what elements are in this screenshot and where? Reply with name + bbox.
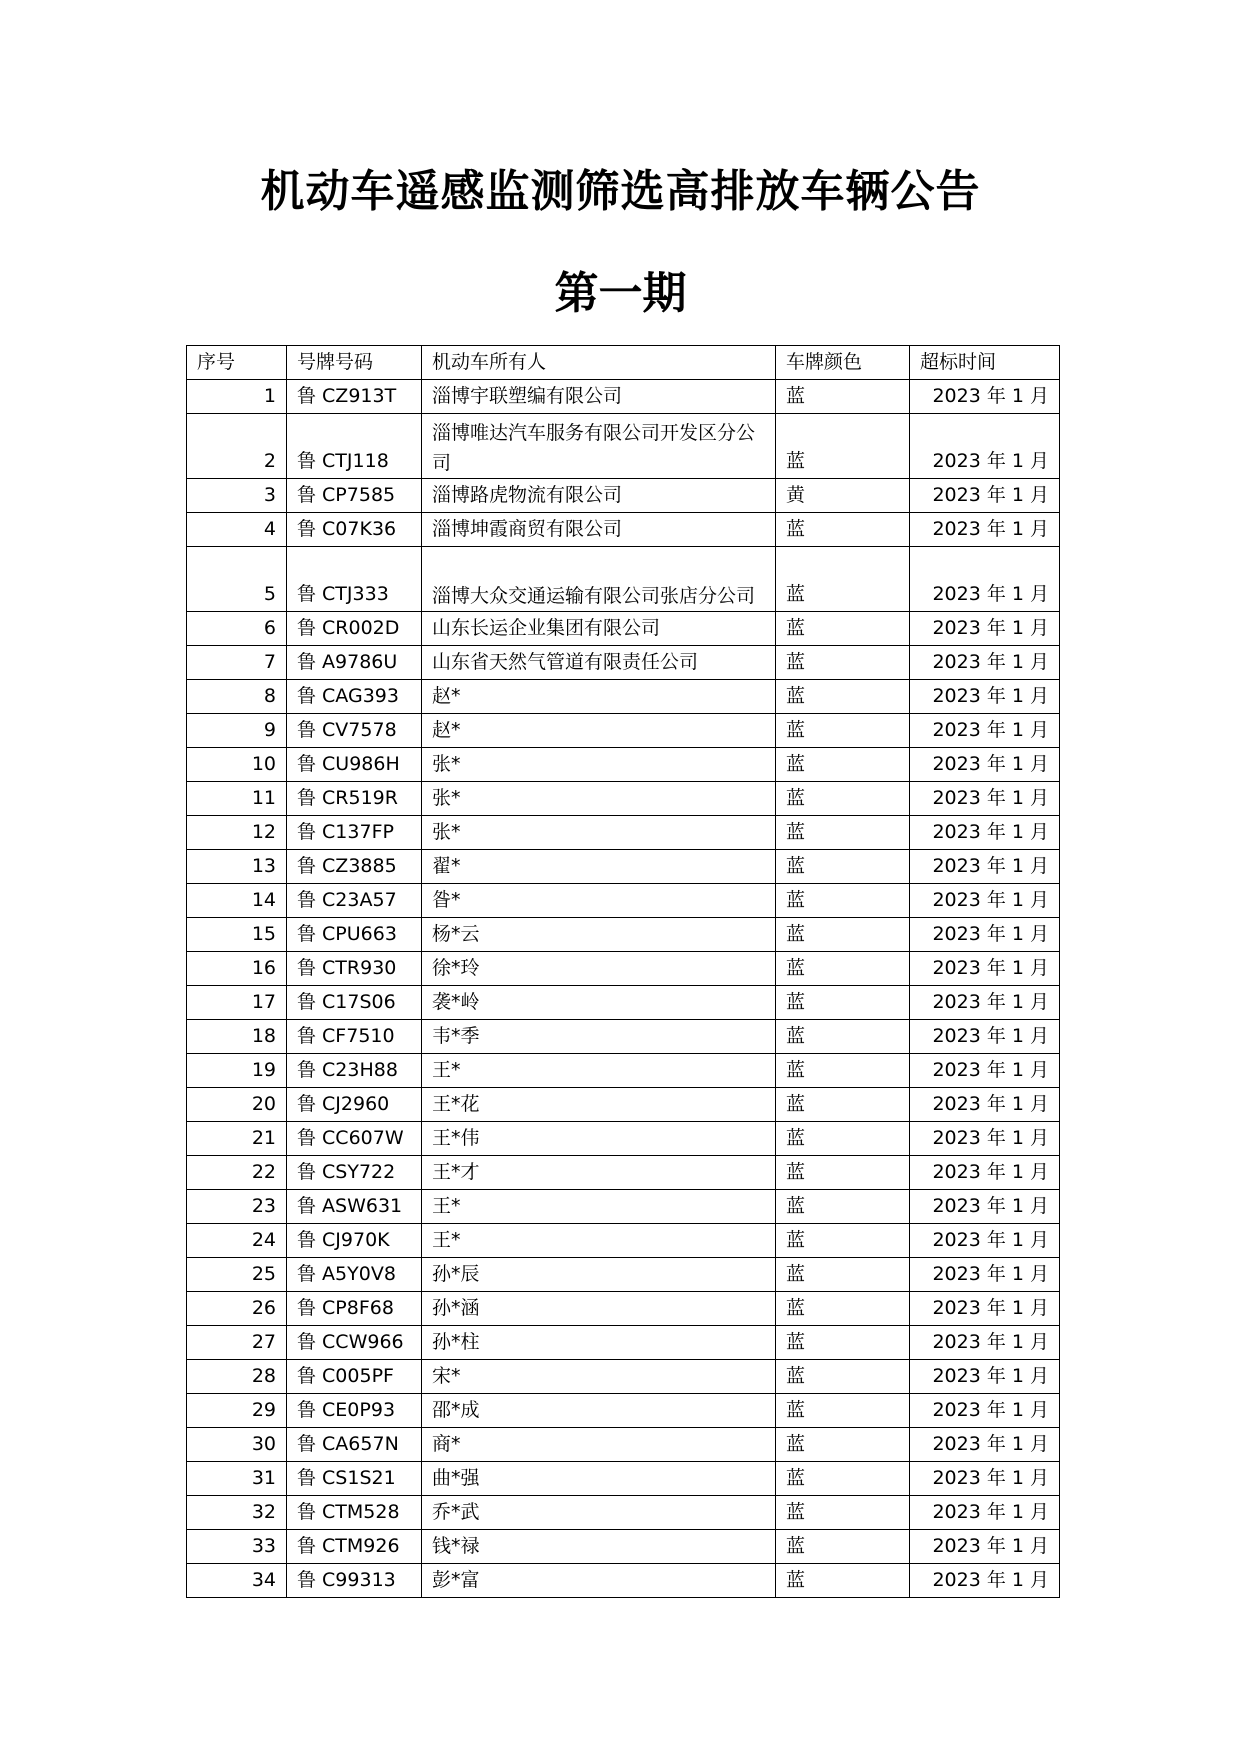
plate-number: 鲁 CA657N <box>287 1428 422 1462</box>
plate-number: 鲁 CU986H <box>287 748 422 782</box>
plate-color: 蓝 <box>776 1496 910 1530</box>
owner-name: 杨*云 <box>422 918 776 952</box>
row-index: 22 <box>187 1156 287 1190</box>
table-row <box>187 380 1060 414</box>
table-row <box>187 414 1060 479</box>
plate-color: 蓝 <box>776 1054 910 1088</box>
plate-number: 鲁 CS1S21 <box>287 1462 422 1496</box>
header-plate: 号牌号码 <box>287 346 422 380</box>
header-plate-color: 车牌颜色 <box>776 346 910 380</box>
exceed-time: 2023 年 1 月 <box>910 646 1060 680</box>
exceed-time: 2023 年 1 月 <box>910 850 1060 884</box>
row-index: 10 <box>187 748 287 782</box>
plate-color: 蓝 <box>776 1428 910 1462</box>
exceed-time: 2023 年 1 月 <box>910 1326 1060 1360</box>
row-index: 12 <box>187 816 287 850</box>
table-row <box>187 1258 1060 1292</box>
table-row <box>187 1326 1060 1360</box>
plate-number: 鲁 CJ970K <box>287 1224 422 1258</box>
plate-number: 鲁 CR519R <box>287 782 422 816</box>
row-index: 29 <box>187 1394 287 1428</box>
table-row <box>187 1054 1060 1088</box>
header-index: 序号 <box>187 346 287 380</box>
table-row <box>187 1394 1060 1428</box>
plate-color: 蓝 <box>776 1292 910 1326</box>
plate-number: 鲁 C23H88 <box>287 1054 422 1088</box>
plate-color: 蓝 <box>776 850 910 884</box>
table-row <box>187 612 1060 646</box>
plate-number: 鲁 C99313 <box>287 1564 422 1598</box>
table-row <box>187 513 1060 547</box>
table-row <box>187 1496 1060 1530</box>
owner-name: 淄博大众交通运输有限公司张店分公司 <box>422 547 776 612</box>
header-exceed-time: 超标时间 <box>910 346 1060 380</box>
page-title: 机动车遥感监测筛选高排放车辆公告 <box>260 166 981 217</box>
row-index: 13 <box>187 850 287 884</box>
row-index: 3 <box>187 479 287 513</box>
owner-name: 王*花 <box>422 1088 776 1122</box>
table-row <box>187 1360 1060 1394</box>
plate-color: 蓝 <box>776 748 910 782</box>
plate-color: 蓝 <box>776 1122 910 1156</box>
plate-number: 鲁 CJ2960 <box>287 1088 422 1122</box>
header-owner: 机动车所有人 <box>422 346 776 380</box>
row-index: 23 <box>187 1190 287 1224</box>
owner-name: 王* <box>422 1224 776 1258</box>
exceed-time: 2023 年 1 月 <box>910 414 1060 479</box>
plate-color: 蓝 <box>776 612 910 646</box>
exceed-time: 2023 年 1 月 <box>910 1224 1060 1258</box>
vehicle-table <box>186 345 1060 1598</box>
exceed-time: 2023 年 1 月 <box>910 1122 1060 1156</box>
plate-number: 鲁 A9786U <box>287 646 422 680</box>
row-index: 30 <box>187 1428 287 1462</box>
exceed-time: 2023 年 1 月 <box>910 1258 1060 1292</box>
owner-name: 山东省天然气管道有限责任公司 <box>422 646 776 680</box>
plate-color: 蓝 <box>776 986 910 1020</box>
row-index: 25 <box>187 1258 287 1292</box>
plate-color: 蓝 <box>776 952 910 986</box>
plate-number: 鲁 CCW966 <box>287 1326 422 1360</box>
exceed-time: 2023 年 1 月 <box>910 782 1060 816</box>
exceed-time: 2023 年 1 月 <box>910 680 1060 714</box>
plate-number: 鲁 C137FP <box>287 816 422 850</box>
row-index: 31 <box>187 1462 287 1496</box>
exceed-time: 2023 年 1 月 <box>910 1530 1060 1564</box>
table-row <box>187 1564 1060 1598</box>
plate-color: 蓝 <box>776 1020 910 1054</box>
table-row <box>187 816 1060 850</box>
plate-number: 鲁 CF7510 <box>287 1020 422 1054</box>
table-header-row <box>187 346 1060 380</box>
owner-name: 邵*成 <box>422 1394 776 1428</box>
exceed-time: 2023 年 1 月 <box>910 918 1060 952</box>
plate-number: 鲁 CTJ333 <box>287 547 422 612</box>
plate-number: 鲁 CR002D <box>287 612 422 646</box>
plate-color: 蓝 <box>776 680 910 714</box>
plate-number: 鲁 C23A57 <box>287 884 422 918</box>
plate-color: 蓝 <box>776 1326 910 1360</box>
owner-name: 乔*武 <box>422 1496 776 1530</box>
table-row <box>187 952 1060 986</box>
exceed-time: 2023 年 1 月 <box>910 1190 1060 1224</box>
plate-color: 蓝 <box>776 918 910 952</box>
table-row <box>187 646 1060 680</box>
owner-name: 钱*禄 <box>422 1530 776 1564</box>
exceed-time: 2023 年 1 月 <box>910 1360 1060 1394</box>
owner-name: 袭*岭 <box>422 986 776 1020</box>
table-row <box>187 1530 1060 1564</box>
row-index: 17 <box>187 986 287 1020</box>
table-row <box>187 986 1060 1020</box>
plate-color: 蓝 <box>776 1564 910 1598</box>
issue-label: 第一期 <box>554 268 687 319</box>
exceed-time: 2023 年 1 月 <box>910 714 1060 748</box>
table-row <box>187 479 1060 513</box>
plate-color: 蓝 <box>776 1088 910 1122</box>
exceed-time: 2023 年 1 月 <box>910 513 1060 547</box>
owner-name: 淄博唯达汽车服务有限公司开发区分公司 <box>422 414 776 479</box>
owner-name: 山东长运企业集团有限公司 <box>422 612 776 646</box>
row-index: 28 <box>187 1360 287 1394</box>
plate-number: 鲁 CZ913T <box>287 380 422 414</box>
row-index: 16 <box>187 952 287 986</box>
exceed-time: 2023 年 1 月 <box>910 1462 1060 1496</box>
plate-color: 蓝 <box>776 1156 910 1190</box>
exceed-time: 2023 年 1 月 <box>910 986 1060 1020</box>
plate-color: 蓝 <box>776 547 910 612</box>
row-index: 2 <box>187 414 287 479</box>
plate-color: 蓝 <box>776 884 910 918</box>
owner-name: 王* <box>422 1054 776 1088</box>
row-index: 1 <box>187 380 287 414</box>
exceed-time: 2023 年 1 月 <box>910 380 1060 414</box>
row-index: 26 <box>187 1292 287 1326</box>
table-row <box>187 782 1060 816</box>
owner-name: 宋* <box>422 1360 776 1394</box>
table-row <box>187 714 1060 748</box>
owner-name: 孙*涵 <box>422 1292 776 1326</box>
row-index: 33 <box>187 1530 287 1564</box>
plate-number: 鲁 CC607W <box>287 1122 422 1156</box>
exceed-time: 2023 年 1 月 <box>910 547 1060 612</box>
exceed-time: 2023 年 1 月 <box>910 748 1060 782</box>
table-row <box>187 547 1060 612</box>
row-index: 9 <box>187 714 287 748</box>
row-index: 11 <box>187 782 287 816</box>
plate-color: 蓝 <box>776 1530 910 1564</box>
owner-name: 张* <box>422 782 776 816</box>
owner-name: 商* <box>422 1428 776 1462</box>
plate-color: 蓝 <box>776 1190 910 1224</box>
plate-color: 蓝 <box>776 1462 910 1496</box>
exceed-time: 2023 年 1 月 <box>910 479 1060 513</box>
plate-number: 鲁 A5Y0V8 <box>287 1258 422 1292</box>
plate-number: 鲁 CAG393 <box>287 680 422 714</box>
plate-number: 鲁 CV7578 <box>287 714 422 748</box>
row-index: 34 <box>187 1564 287 1598</box>
table-row <box>187 1156 1060 1190</box>
row-index: 5 <box>187 547 287 612</box>
row-index: 20 <box>187 1088 287 1122</box>
exceed-time: 2023 年 1 月 <box>910 1428 1060 1462</box>
owner-name: 赵* <box>422 714 776 748</box>
row-index: 19 <box>187 1054 287 1088</box>
row-index: 14 <box>187 884 287 918</box>
exceed-time: 2023 年 1 月 <box>910 1088 1060 1122</box>
row-index: 8 <box>187 680 287 714</box>
table-row <box>187 918 1060 952</box>
plate-number: 鲁 ASW631 <box>287 1190 422 1224</box>
owner-name: 淄博坤霞商贸有限公司 <box>422 513 776 547</box>
exceed-time: 2023 年 1 月 <box>910 1564 1060 1598</box>
plate-number: 鲁 C07K36 <box>287 513 422 547</box>
table-row <box>187 680 1060 714</box>
owner-name: 王* <box>422 1190 776 1224</box>
plate-number: 鲁 CE0P93 <box>287 1394 422 1428</box>
exceed-time: 2023 年 1 月 <box>910 612 1060 646</box>
table-row <box>187 748 1060 782</box>
row-index: 4 <box>187 513 287 547</box>
plate-color: 蓝 <box>776 1360 910 1394</box>
plate-color: 蓝 <box>776 646 910 680</box>
exceed-time: 2023 年 1 月 <box>910 952 1060 986</box>
row-index: 6 <box>187 612 287 646</box>
table-row <box>187 1292 1060 1326</box>
exceed-time: 2023 年 1 月 <box>910 1020 1060 1054</box>
plate-number: 鲁 CSY722 <box>287 1156 422 1190</box>
row-index: 27 <box>187 1326 287 1360</box>
owner-name: 昝* <box>422 884 776 918</box>
owner-name: 王*才 <box>422 1156 776 1190</box>
owner-name: 彭*富 <box>422 1564 776 1598</box>
table-row <box>187 1224 1060 1258</box>
row-index: 18 <box>187 1020 287 1054</box>
owner-name: 曲*强 <box>422 1462 776 1496</box>
row-index: 32 <box>187 1496 287 1530</box>
owner-name: 王*伟 <box>422 1122 776 1156</box>
plate-number: 鲁 C17S06 <box>287 986 422 1020</box>
plate-color: 蓝 <box>776 1224 910 1258</box>
table-row <box>187 1428 1060 1462</box>
plate-number: 鲁 C005PF <box>287 1360 422 1394</box>
exceed-time: 2023 年 1 月 <box>910 1394 1060 1428</box>
exceed-time: 2023 年 1 月 <box>910 1054 1060 1088</box>
table-row <box>187 1020 1060 1054</box>
plate-number: 鲁 CPU663 <box>287 918 422 952</box>
row-index: 15 <box>187 918 287 952</box>
owner-name: 孙*柱 <box>422 1326 776 1360</box>
plate-color: 蓝 <box>776 1394 910 1428</box>
table-row <box>187 1462 1060 1496</box>
plate-color: 蓝 <box>776 816 910 850</box>
row-index: 21 <box>187 1122 287 1156</box>
plate-color: 蓝 <box>776 782 910 816</box>
owner-name: 张* <box>422 816 776 850</box>
table-row <box>187 1088 1060 1122</box>
plate-number: 鲁 CP8F68 <box>287 1292 422 1326</box>
table-row <box>187 884 1060 918</box>
owner-name: 徐*玲 <box>422 952 776 986</box>
exceed-time: 2023 年 1 月 <box>910 1292 1060 1326</box>
exceed-time: 2023 年 1 月 <box>910 816 1060 850</box>
owner-name: 孙*辰 <box>422 1258 776 1292</box>
row-index: 7 <box>187 646 287 680</box>
owner-name: 翟* <box>422 850 776 884</box>
owner-name: 淄博宇联塑编有限公司 <box>422 380 776 414</box>
plate-color: 蓝 <box>776 714 910 748</box>
plate-number: 鲁 CP7585 <box>287 479 422 513</box>
exceed-time: 2023 年 1 月 <box>910 884 1060 918</box>
owner-name: 赵* <box>422 680 776 714</box>
owner-name: 韦*季 <box>422 1020 776 1054</box>
plate-number: 鲁 CTM528 <box>287 1496 422 1530</box>
plate-number: 鲁 CTM926 <box>287 1530 422 1564</box>
plate-color: 蓝 <box>776 414 910 479</box>
plate-color: 蓝 <box>776 513 910 547</box>
owner-name: 淄博路虎物流有限公司 <box>422 479 776 513</box>
plate-color: 蓝 <box>776 1258 910 1292</box>
table-row <box>187 1122 1060 1156</box>
owner-name: 张* <box>422 748 776 782</box>
row-index: 24 <box>187 1224 287 1258</box>
plate-color: 黄 <box>776 479 910 513</box>
exceed-time: 2023 年 1 月 <box>910 1496 1060 1530</box>
exceed-time: 2023 年 1 月 <box>910 1156 1060 1190</box>
plate-number: 鲁 CTJ118 <box>287 414 422 479</box>
plate-color: 蓝 <box>776 380 910 414</box>
table-row <box>187 1190 1060 1224</box>
plate-number: 鲁 CTR930 <box>287 952 422 986</box>
plate-number: 鲁 CZ3885 <box>287 850 422 884</box>
table-row <box>187 850 1060 884</box>
